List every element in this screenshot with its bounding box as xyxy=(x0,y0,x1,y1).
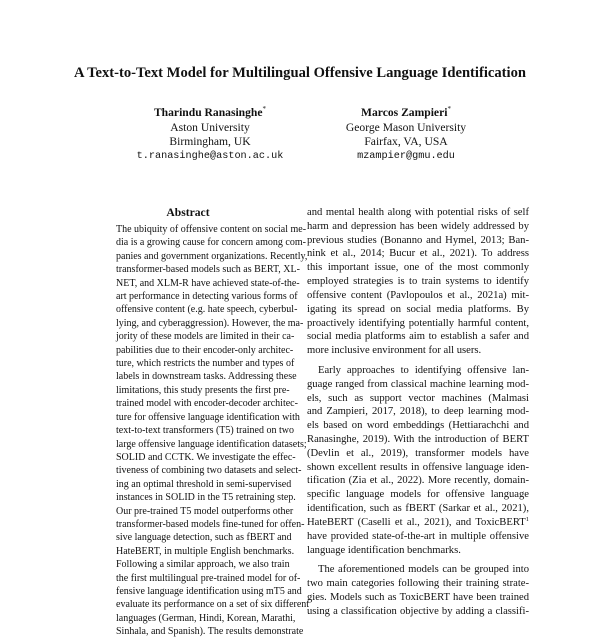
paper-title: A Text-to-Text Model for Multilingual Offensive Language Identification xyxy=(73,65,526,81)
text-line: text-to-text transformers (T5) trained on two xyxy=(116,425,294,437)
text-line: have provided state-of-the-art in multiple offensive xyxy=(307,530,529,542)
text-line: ing an optimal threshold in semi-supervised xyxy=(116,478,292,490)
text-line: jority of these models are limited in their ca- xyxy=(116,331,295,343)
text-line: tification (Zia et al., 2022). More recently, domain- xyxy=(307,475,529,487)
author-name: Marcos Zampieri xyxy=(361,106,448,119)
text-line: fensive language identification using mT5 and xyxy=(116,585,302,597)
text-line: art performance in detecting various forms of xyxy=(116,291,298,303)
author-mark: * xyxy=(447,105,451,113)
author-mark: * xyxy=(262,105,267,113)
text-line: pabilities due to their encoder-only architec- xyxy=(116,344,294,356)
author-location: Birmingham, UK xyxy=(169,135,251,149)
text-line: large offensive language identification datasets; xyxy=(116,438,307,450)
text-line: HateBERT (Caselli et al., 2021), and ToxicBERT$^1$ xyxy=(307,515,529,528)
author-email: t.ranasinghe@aston.ac.uk xyxy=(136,150,284,162)
text-line: ture for offensive language identification with xyxy=(116,411,300,423)
text-line: Following a similar approach, we also train xyxy=(116,559,290,571)
text-line: trained model with encoder-decoder architec- xyxy=(116,398,298,410)
text-line: language identification benchmarks. xyxy=(307,544,461,556)
text-line: proactively identifying potentially harmful content, xyxy=(307,317,529,329)
text-line: The aforementioned models can be grouped into xyxy=(318,564,529,576)
text-line: NET, and XLM-R have achieved state-of-the- xyxy=(116,277,300,289)
text-line: using a classification objective by adding a classifi- xyxy=(307,605,529,617)
text-line: (Devlin et al., 2019), transformer models have xyxy=(307,447,529,459)
footnote-mark: 1 xyxy=(525,515,529,523)
text-line: gies. Models such as ToxicBERT have been trained xyxy=(307,591,529,603)
text-line: igating its spread on social media platforms. By xyxy=(307,303,529,315)
text-line: guage ranged from classical machine learning mod- xyxy=(307,378,529,390)
text-line: employed strategies is to train systems to identify xyxy=(307,276,529,288)
text-line: two main categories following their training strate- xyxy=(307,578,529,590)
text-line: and Zampieri, 2017, 2018), to deep learning mod- xyxy=(307,406,529,418)
text-line: social media platforms aim to establish a safer and xyxy=(307,331,529,343)
text-line: labels in downstream tasks. Addressing these xyxy=(116,371,297,383)
text-line: nink et al., 2014; Bucur et al., 2021). To address xyxy=(307,248,529,260)
author-block-2 xyxy=(306,106,506,164)
text-line: Early approaches to identifying offensive lan- xyxy=(318,364,529,376)
intro-column xyxy=(307,206,529,619)
intro-paragraph-1 xyxy=(307,206,529,358)
text-line: previous studies (Bonanno and Hymel, 2013; Ban- xyxy=(307,234,529,246)
text-line: els, such as support vector machines (Malmasi xyxy=(307,392,529,404)
text-line: offensive content (Pavlopoulos et al., 2021a) mit- xyxy=(307,289,529,301)
text-line: Ranasinghe, 2019). With the introduction of BERT xyxy=(307,434,529,445)
text-line: HateBERT, in multiple English benchmarks. xyxy=(116,545,295,557)
text-line: harm and depression has been widely addressed by xyxy=(307,220,529,232)
text-line: limitations, this study presents the first pre- xyxy=(116,384,290,396)
author-email: mzampier@gmu.edu xyxy=(357,150,455,162)
text-line: and mental health along with potential risks of self xyxy=(307,207,529,218)
text-line: dia is a growing cause for concern among com- xyxy=(116,237,306,249)
text-line: more inclusive environment for all users. xyxy=(307,345,482,357)
text-line: panies and government organizations. Recently, xyxy=(116,250,308,262)
author-affiliation: George Mason University xyxy=(345,120,467,134)
text-line: Our pre-trained T5 model outperforms other xyxy=(116,505,294,517)
text-line: specific language models for offensive language xyxy=(307,489,529,501)
text-line: instances in SOLID in the T5 retraining step. xyxy=(116,492,296,504)
text-line: ture, which restricts the number and types of xyxy=(116,358,295,370)
text-line: lying, and cyberaggression). However, the ma- xyxy=(116,317,304,329)
text-line: transformer-based models fine-tuned for offen- xyxy=(116,518,305,530)
text-line: The ubiquity of offensive content on social me- xyxy=(116,224,307,235)
abstract-heading: Abstract xyxy=(166,206,210,219)
text-line: evaluate its performance on a set of six different xyxy=(116,599,310,611)
text-line: offensive content (e.g. hate speech, cyberbul- xyxy=(116,304,298,316)
text-line: identification, such as fBERT (Sarkar et al., 2021), xyxy=(307,503,529,515)
text-line: transformer-based models such as BERT, XL- xyxy=(116,264,300,276)
text-line: languages (German, Hindi, Korean, Marathi, xyxy=(116,612,296,624)
text-line: shown excellent results in offensive language iden- xyxy=(307,461,529,473)
text-line: Sinhala, and Spanish). The results demonstrate xyxy=(116,626,304,638)
author-name: Tharindu Ranasinghe xyxy=(153,106,263,119)
intro-paragraph-2 xyxy=(307,364,529,557)
author-location: Fairfax, VA, USA xyxy=(364,135,448,149)
text-line: sive language detection, such as fBERT and xyxy=(116,532,292,544)
text-line: tiveness of combining two datasets and select- xyxy=(116,465,302,477)
text-line: els based on word embeddings (Hettiarachchi and xyxy=(307,420,529,432)
text-line: SOLID and CCTK. We investigate the effec- xyxy=(116,451,296,463)
abstract-body xyxy=(116,223,310,639)
text-line: this important issue, one of the most commonly xyxy=(307,262,529,274)
intro-paragraph-3 xyxy=(307,563,529,618)
author-block-1 xyxy=(120,106,300,164)
text-line: the first multilingual pre-trained model for of- xyxy=(116,572,301,584)
author-affiliation: Aston University xyxy=(170,120,250,134)
